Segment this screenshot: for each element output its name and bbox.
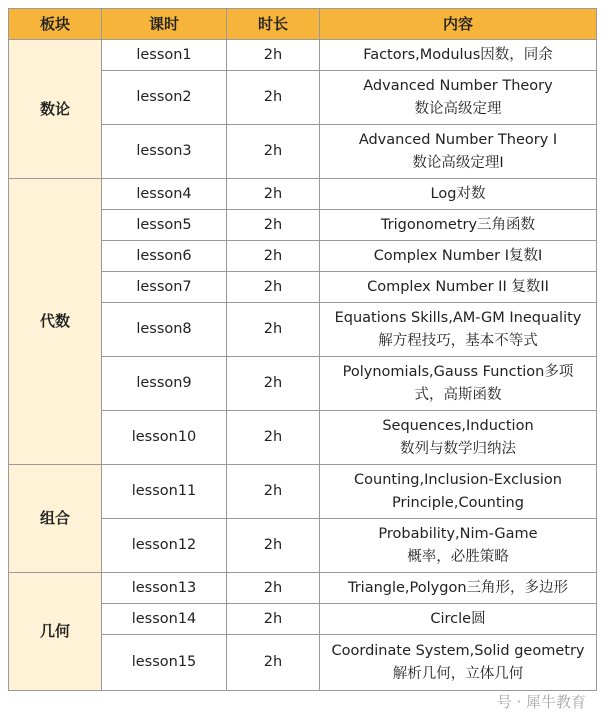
- content-cell: [320, 604, 597, 635]
- section-cell: 数论: [9, 40, 102, 179]
- content-cell: [320, 635, 597, 691]
- lesson-cell: lesson7: [102, 272, 227, 303]
- lesson-cell: lesson15: [102, 635, 227, 691]
- duration-cell: 2h: [227, 635, 320, 691]
- duration-cell: 2h: [227, 573, 320, 604]
- content-line: 数论高级定理I: [412, 154, 504, 171]
- content-line: Probability,Nim-Game: [378, 525, 538, 542]
- lesson-cell: lesson10: [102, 411, 227, 465]
- content-line: Advanced Number Theory I: [358, 131, 558, 148]
- content-cell: [320, 357, 597, 411]
- content-line: Principle,Counting: [392, 494, 524, 511]
- duration-cell: 2h: [227, 411, 320, 465]
- table-body: [9, 40, 597, 691]
- lesson-cell: lesson9: [102, 357, 227, 411]
- content-cell: [320, 411, 597, 465]
- content-line: Complex Number I复数I: [373, 247, 543, 264]
- content-cell: [320, 465, 597, 519]
- content-cell: [320, 40, 597, 71]
- lesson-cell: lesson2: [102, 71, 227, 125]
- lesson-cell: lesson3: [102, 125, 227, 179]
- duration-cell: 2h: [227, 241, 320, 272]
- content-cell: [320, 519, 597, 573]
- content-cell: [320, 241, 597, 272]
- duration-cell: 2h: [227, 519, 320, 573]
- duration-cell: 2h: [227, 604, 320, 635]
- header-duration: 时长: [227, 9, 320, 40]
- duration-cell: 2h: [227, 272, 320, 303]
- content-line: 式，高斯函数: [414, 386, 502, 403]
- curriculum-table: [8, 8, 597, 691]
- content-cell: [320, 272, 597, 303]
- header-lesson: 课时: [102, 9, 227, 40]
- table-header-row: [9, 9, 597, 40]
- lesson-cell: lesson8: [102, 303, 227, 357]
- content-line: Polynomials,Gauss Function多项: [342, 363, 574, 380]
- content-cell: [320, 210, 597, 241]
- duration-cell: 2h: [227, 125, 320, 179]
- lesson-cell: lesson14: [102, 604, 227, 635]
- content-line: 数列与数学归纳法: [400, 440, 516, 457]
- lesson-cell: lesson11: [102, 465, 227, 519]
- header-section: 板块: [9, 9, 102, 40]
- table-row: [9, 465, 597, 519]
- watermark: 号 · 犀牛教育: [496, 693, 586, 711]
- lesson-cell: lesson4: [102, 179, 227, 210]
- content-line: 解析几何，立体几何: [392, 665, 524, 682]
- table-row: [9, 573, 597, 604]
- content-line: Triangle,Polygon三角形，多边形: [347, 579, 569, 596]
- content-line: Advanced Number Theory: [363, 77, 553, 94]
- duration-cell: 2h: [227, 303, 320, 357]
- content-cell: [320, 179, 597, 210]
- duration-cell: 2h: [227, 210, 320, 241]
- duration-cell: 2h: [227, 465, 320, 519]
- header-content: 内容: [320, 9, 597, 40]
- duration-cell: 2h: [227, 71, 320, 125]
- lesson-cell: lesson5: [102, 210, 227, 241]
- content-line: Complex Number II 复数II: [367, 278, 549, 295]
- content-cell: [320, 125, 597, 179]
- content-cell: [320, 303, 597, 357]
- section-cell: 组合: [9, 465, 102, 573]
- table-row: [9, 40, 597, 71]
- content-cell: [320, 71, 597, 125]
- content-line: Trigonometry三角函数: [380, 216, 536, 233]
- lesson-cell: lesson1: [102, 40, 227, 71]
- section-cell: 几何: [9, 573, 102, 691]
- content-line: Circle圆: [430, 610, 486, 627]
- content-line: Equations Skills,AM-GM Inequality: [334, 309, 582, 326]
- content-line: 概率，必胜策略: [407, 548, 509, 565]
- content-line: Sequences,Induction: [382, 417, 534, 434]
- table-row: [9, 179, 597, 210]
- content-line: Counting,Inclusion-Exclusion: [354, 471, 562, 488]
- content-line: Factors,Modulus因数，同余: [363, 46, 553, 63]
- duration-cell: 2h: [227, 40, 320, 71]
- lesson-cell: lesson6: [102, 241, 227, 272]
- content-line: 数论高级定理: [414, 100, 502, 117]
- content-line: 解方程技巧，基本不等式: [378, 332, 538, 349]
- content-cell: [320, 573, 597, 604]
- duration-cell: 2h: [227, 357, 320, 411]
- section-cell: 代数: [9, 179, 102, 465]
- duration-cell: 2h: [227, 179, 320, 210]
- content-line: Log对数: [430, 185, 486, 202]
- curriculum-table-container: [8, 8, 596, 691]
- lesson-cell: lesson13: [102, 573, 227, 604]
- lesson-cell: lesson12: [102, 519, 227, 573]
- content-line: Coordinate System,Solid geometry: [331, 642, 585, 659]
